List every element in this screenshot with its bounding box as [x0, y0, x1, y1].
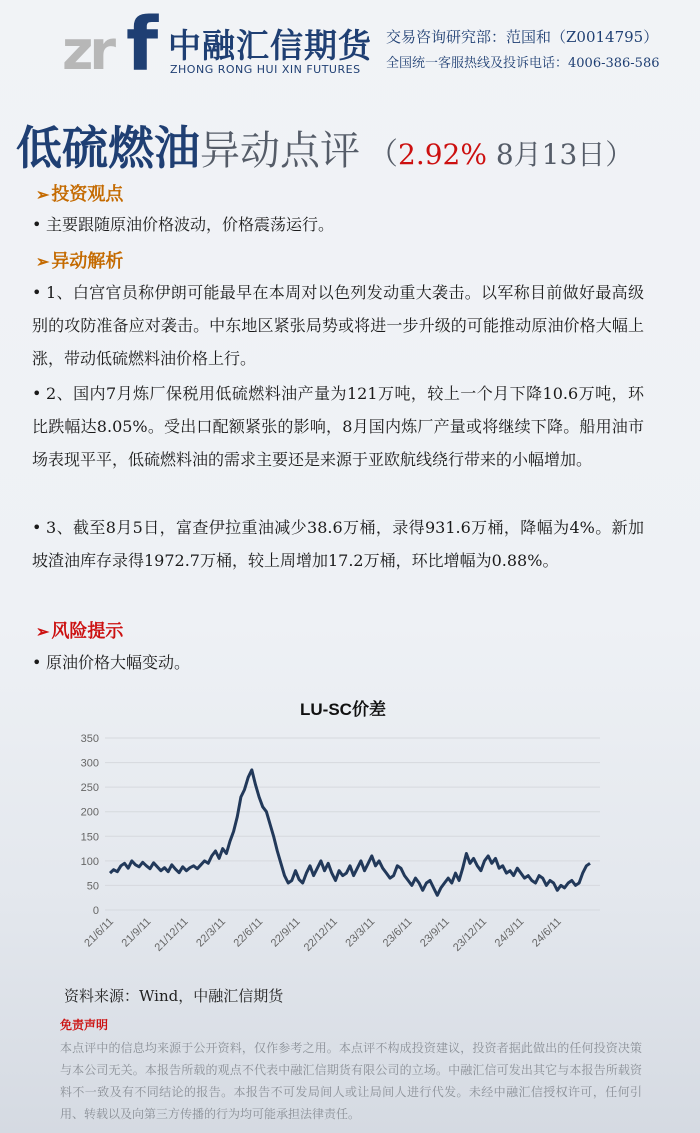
- x-tick-label: 22/12/11: [301, 915, 340, 954]
- y-tick-label: 350: [80, 733, 99, 745]
- bullet-icon: •: [32, 653, 42, 672]
- arrow-icon: ➢: [36, 252, 50, 271]
- y-tick-label: 0: [92, 905, 99, 917]
- section-risk-heading: [36, 617, 123, 643]
- title-date: 8月13日）: [486, 138, 634, 171]
- y-tick-label: 50: [86, 880, 99, 893]
- bullet-icon: •: [32, 384, 42, 403]
- disclaimer-text: 本点评中的信息均来源于公开资料，仅作参考之用。本点评不构成投资建议，投资者据此做出的任何投资决策与本公司无关。本报告所载的观点不代表中融汇信期货有限公司的立场。中融汇信可发出其它与本报告所载资料不一致及有不同结论的报告。本报告不可发局间人或让局间人进行代发。未经中融汇信授权许可，任何引用、转载以及向第三方传播的行为均可能承担法律责任。: [60, 1041, 642, 1121]
- series-line: [110, 770, 590, 895]
- title-main: 低硫燃油: [16, 121, 200, 175]
- x-tick-label: 23/6/11: [380, 915, 415, 950]
- analysis-point-3: [32, 511, 644, 577]
- bullet-icon: •: [32, 215, 42, 234]
- x-tick-label: 21/9/11: [119, 915, 154, 950]
- bullet-icon: •: [32, 283, 42, 302]
- chart-x-axis: [82, 916, 564, 954]
- view-text: 主要跟随原油价格波动，价格震荡运行。: [46, 215, 335, 234]
- analysis-text-1: 1、白宫官员称伊朗可能最早在本周对以色列发动重大袭击。以军称目前做好最高级别的攻防准备应对袭击。中东地区紧张局势或将进一步升级的可能推动原油价格大幅上涨，带动低硫燃料油价格上行。: [32, 283, 644, 368]
- hotline-contact: 全国统一客服热线及投诉电话：4006-386-586: [386, 56, 660, 71]
- lu-sc-spread-chart: [60, 690, 620, 980]
- risk-text: 原油价格大幅变动。: [46, 653, 191, 672]
- section-analysis-label: 异动解析: [51, 251, 124, 272]
- x-tick-label: 22/9/11: [268, 915, 303, 950]
- risk-paragraph: [32, 646, 644, 679]
- view-paragraph: [32, 208, 644, 241]
- report-header: [0, 0, 700, 88]
- y-tick-label: 200: [80, 806, 99, 819]
- x-tick-label: 21/6/11: [82, 915, 117, 950]
- analysis-point-2: [32, 377, 644, 476]
- bullet-icon: •: [32, 518, 42, 537]
- title-change: 2.92%: [398, 138, 487, 171]
- x-tick-label: 24/3/11: [492, 915, 527, 950]
- chart-y-axis: [81, 733, 99, 917]
- section-view-heading: [36, 180, 123, 206]
- x-tick-label: 22/6/11: [231, 915, 266, 950]
- section-risk-label: 风险提示: [51, 621, 124, 642]
- chart-title: LU-SC价差: [300, 700, 386, 719]
- research-contact: 交易咨询研究部：范国和（Z0014795）: [386, 28, 659, 46]
- x-tick-label: 23/12/11: [451, 915, 490, 954]
- company-logo-f: f: [126, 2, 159, 88]
- data-source: 资料来源：Wind，中融汇信期货: [64, 987, 284, 1005]
- y-tick-label: 300: [80, 757, 99, 770]
- x-tick-label: 23/9/11: [418, 915, 452, 950]
- section-view-label: 投资观点: [51, 184, 124, 205]
- arrow-icon: ➢: [36, 185, 50, 204]
- y-tick-label: 100: [80, 855, 99, 868]
- x-tick-label: 22/3/11: [194, 915, 229, 950]
- analysis-text-3: 3、截至8月5日，富查伊拉重油减少38.6万桶，录得931.6万桶，降幅为4%。新加坡渣油库存录得1972.7万桶，较上周增加17.2万桶，环比增幅为0.88%。: [32, 518, 644, 570]
- x-tick-label: 24/6/11: [529, 915, 564, 950]
- report-title: [16, 112, 633, 178]
- y-tick-label: 250: [80, 782, 99, 795]
- analysis-text-2: 2、国内7月炼厂保税用低硫燃料油产量为121万吨，较上一个月下降10.6万吨，环比跌幅达8.05%。受出口配额紧张的影响，8月国内炼厂产量或将继续下降。船用油市场表现平平，低硫燃料油的需求主要还是来源于亚欧航线绕行带来的小幅增加。: [32, 384, 644, 469]
- company-logo-zr: zr: [62, 19, 113, 82]
- brand-name-en: ZHONG RONG HUI XIN FUTURES: [170, 63, 361, 76]
- y-tick-label: 150: [80, 831, 99, 844]
- section-analysis-heading: [36, 247, 123, 273]
- title-sub: 异动点评: [200, 128, 360, 174]
- x-tick-label: 21/12/11: [152, 915, 191, 954]
- analysis-point-1: [32, 276, 644, 375]
- title-paren: （: [368, 137, 398, 172]
- x-tick-label: 23/3/11: [343, 915, 378, 950]
- brand-name-cn: 中融汇信期货: [168, 26, 372, 65]
- arrow-icon: ➢: [36, 622, 50, 641]
- chart-gridlines: [105, 738, 600, 910]
- disclaimer-title: 免责声明: [60, 1018, 109, 1032]
